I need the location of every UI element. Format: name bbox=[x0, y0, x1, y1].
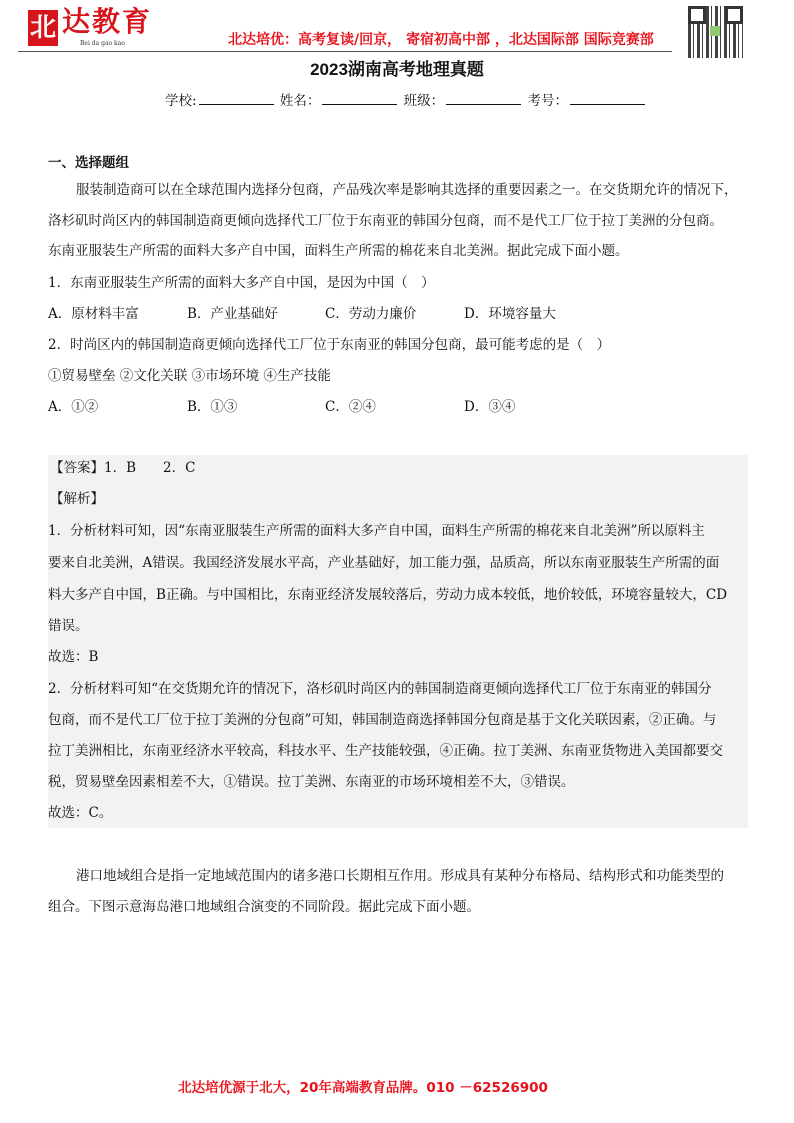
q1-option-a: A．原材料丰富 bbox=[48, 306, 139, 322]
footer-slogan: 北达培优源于北大，20年高端教育品牌。010 －62526900 bbox=[178, 1080, 548, 1096]
q1-option-d: D．环境容量大 bbox=[464, 306, 556, 322]
passage-line: 港口地域组合是指一定地域范围内的诸多港口长期相互作用。形成具有某种分布格局、结构形式和功能类型的 bbox=[76, 868, 724, 884]
passage-line: 东南亚服装生产所需的面料大多产自中国，面料生产所需的棉花来自北美洲。据此完成下面小题。 bbox=[48, 243, 629, 259]
exam-no-label: 考号： bbox=[527, 93, 568, 109]
class-label: 班级： bbox=[403, 93, 445, 109]
section-heading: 一、选择题组 bbox=[48, 155, 129, 171]
q2-option-a: A．①② bbox=[48, 399, 99, 415]
q2-option-c: C．②④ bbox=[325, 399, 376, 415]
answer-line: 料大多产自中国，B正确。与中国相比，东南亚经济发展较落后，劳动力成本较低，地价较低，环境容量较大，CD bbox=[48, 587, 728, 603]
school-blank[interactable] bbox=[199, 92, 274, 105]
class-blank[interactable] bbox=[446, 92, 521, 105]
answer-line: 故选：B bbox=[48, 649, 99, 665]
q2-items: ①贸易壁垒 ②文化关联 ③市场环境 ④生产技能 bbox=[48, 368, 331, 384]
student-info-line bbox=[165, 92, 647, 110]
logo-text: 达教育 bbox=[62, 5, 153, 38]
answer-line: 1．分析材料可知，因“东南亚服装生产所需的面料大多产自中国，面料生产所需的棉花来自北美洲”所以原料主 bbox=[48, 523, 705, 539]
answer-line: 包商，而不是代工厂位于拉丁美洲的分包商”可知，韩国制造商选择韩国分包商是基于文化关联因素，②正确。与 bbox=[48, 712, 717, 728]
q1-option-b: B．产业基础好 bbox=[187, 306, 278, 322]
exam-no-blank[interactable] bbox=[570, 92, 645, 105]
answer-line: 要来自北美洲，A错误。我国经济发展水平高，产业基础好，加工能力强，品质高，所以东南亚服装生产所需的面 bbox=[48, 555, 720, 571]
answer-line: 税，贸易壁垒因素相差不大，①错误。拉丁美洲、东南亚的市场环境相差不大，③错误。 bbox=[48, 774, 575, 790]
answer-line: 【解析】 bbox=[50, 491, 104, 507]
answer-line: 2．分析材料可知“在交货期允许的情况下，洛杉矶时尚区内的韩国制造商更倾向选择代工厂位于东南亚的韩国分 bbox=[48, 681, 712, 697]
q1-option-c: C．劳动力廉价 bbox=[325, 306, 417, 322]
answer-line: 故选：C。 bbox=[48, 805, 113, 821]
passage-line: 服装制造商可以在全球范围内选择分包商，产品残次率是影响其选择的重要因素之一。在交货期允许的情况下， bbox=[76, 182, 738, 198]
passage-line: 洛杉矶时尚区内的韩国制造商更倾向选择代工厂位于东南亚的韩国分包商，而不是代工厂位于拉丁美洲的分包商。 bbox=[48, 213, 723, 229]
q2-option-b: B．①③ bbox=[187, 399, 238, 415]
answer-line: 【答案】1．B 2．C bbox=[50, 460, 196, 476]
header-slogan: 北达培优：高考复读/回京， 寄宿初高中部 ，北达国际部 国际竞赛部 bbox=[228, 32, 654, 48]
answer-line: 拉丁美洲相比，东南亚经济水平较高，科技水平、生产技能较强，④正确。拉丁美洲、东南亚货物进入美国都要交 bbox=[48, 743, 723, 759]
name-blank[interactable] bbox=[322, 92, 397, 105]
question-2-stem: 2．时尚区内的韩国制造商更倾向选择代工厂位于东南亚的韩国分包商，最可能考虑的是（ ） bbox=[48, 337, 611, 353]
question-1-stem: 1．东南亚服装生产所需的面料大多产自中国，是因为中国（ ） bbox=[48, 275, 435, 291]
logo-pinyin: Bei da gao kao bbox=[80, 40, 125, 47]
header-divider bbox=[18, 51, 672, 52]
logo-mark: 北 bbox=[28, 10, 58, 46]
answer-line: 错误。 bbox=[48, 618, 89, 634]
school-label: 学校: bbox=[165, 93, 197, 109]
passage-line: 组合。下图示意海岛港口地域组合演变的不同阶段。据此完成下面小题。 bbox=[48, 899, 480, 915]
page-title: 2023湖南高考地理真题 bbox=[310, 60, 484, 79]
qr-code-icon bbox=[688, 6, 743, 58]
name-label: 姓名： bbox=[279, 93, 321, 109]
q2-option-d: D．③④ bbox=[464, 399, 516, 415]
